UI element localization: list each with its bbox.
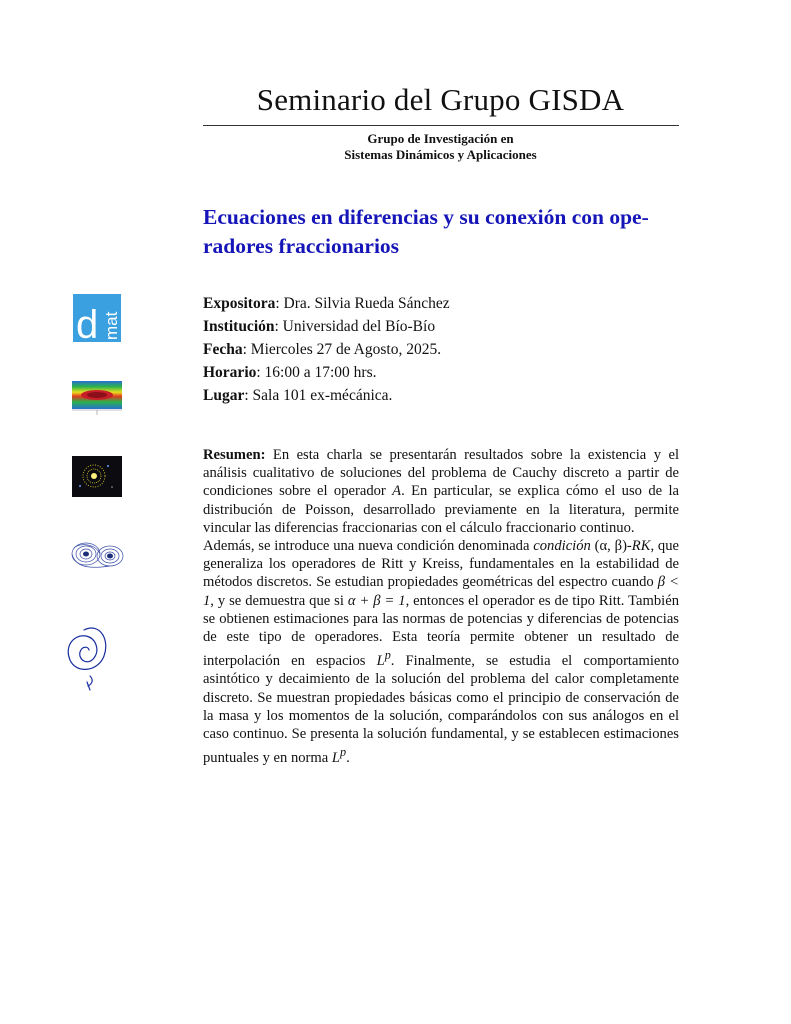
place-value: : Sala 101 ex-mécánica. <box>244 387 393 404</box>
abstract-label: Resumen: <box>203 447 266 463</box>
talk-title-line2: radores fraccionarios <box>203 234 400 258</box>
dmat-logo-icon <box>73 294 121 342</box>
heatmap-icon <box>68 379 126 417</box>
orbit-icon <box>72 456 122 497</box>
lp-space-2: L <box>331 749 341 766</box>
place-label: Lugar <box>203 387 245 404</box>
abstract-end: . <box>346 749 350 766</box>
lorenz-attractor-icon <box>66 534 130 580</box>
group-name-line2: Sistemas Dinámicos y Aplicaciones <box>344 147 537 162</box>
rk-term: RK <box>631 538 651 555</box>
place-row <box>203 387 683 405</box>
abstract-text-1-end: . En particular, se explica cómo el uso de la distribución de Poisson, desarrollado previamente en la literatura, permite vincular las diferencias fraccionarias con el cálculo fraccionario continuo. <box>203 483 679 536</box>
speaker-label: Expositora <box>203 295 276 312</box>
talk-title <box>203 203 723 261</box>
operator-symbol: A <box>392 483 402 500</box>
abstract-text-1: En esta charla se presentarán resultados sobre la existencia y el análisis cualitativo de soluciones del problema de Cauchy discreto a partir de condiciones sobre el operador <box>203 447 679 500</box>
abstract-text-3: . Finalmente, se estudia el comportamiento asintótico y decaimiento de la solución del problema del calor completamente discreto. Se muestran propiedades básicas como el principio de conservación de la masa y los momentos de la solución, comparándolos con sus análogos en el caso continuo. Se presenta la solución fundamental, y se establecen estimaciones puntuales y en norma <box>203 653 680 766</box>
abstract-text-2: Además, se introduce una nueva condición denominada <box>203 538 534 555</box>
dmat-logo-mat: mat <box>102 311 121 340</box>
seminar-title: Seminario del Grupo GISDA <box>256 82 625 117</box>
speaker-row <box>203 295 683 313</box>
abstract-text-2-mid: , que generaliza los operadores de Ritt y Kreiss, fundamentales en la estabilidad de métodos discretos. Se estudian propiedades geométricas del espectro cuando <box>203 538 679 591</box>
institution-row <box>203 318 683 336</box>
dmat-logo-d: d <box>76 303 99 342</box>
time-row <box>203 364 683 382</box>
time-value: : 16:00 a 17:00 hrs. <box>256 364 377 381</box>
abstract-paragraph-2 <box>203 537 679 767</box>
abstract-text-2-end: , entonces el operador es de tipo Ritt. También se obtienen estimaciones para las normas de potencias y diferencias de potencias de este tipo de operadores. Esta teoría permite obtener un resultado de interpolación en espacios <box>203 592 679 670</box>
abstract-text-2-mid2: , y se demuestra que si <box>210 592 348 609</box>
talk-title-line1: Ecuaciones en diferencias y su conexión con ope- <box>203 205 649 229</box>
lp-exponent-2: p <box>340 745 347 760</box>
spiral-sketch-icon <box>64 620 112 692</box>
condition-term: condición <box>533 538 591 555</box>
lp-exponent-1: p <box>384 648 391 663</box>
institution-label: Institución <box>203 318 275 335</box>
speaker-value: : Dra. Silvia Rueda Sánchez <box>275 295 450 312</box>
abstract-paragraph-1 <box>203 446 679 537</box>
title-rule <box>203 125 679 126</box>
date-label: Fecha <box>203 341 243 358</box>
date-row <box>203 341 683 359</box>
date-value: : Miercoles 27 de Agosto, 2025. <box>242 341 442 358</box>
alpha-beta: (α, β)- <box>590 538 632 555</box>
beta-inequality: β < 1 <box>203 574 680 609</box>
institution-value: : Universidad del Bío-Bío <box>274 318 436 335</box>
time-label: Horario <box>203 364 257 381</box>
lp-space-1: L <box>376 653 385 670</box>
alpha-beta-equation: α + β = 1 <box>347 592 406 609</box>
abstract <box>203 446 679 767</box>
group-name-line1: Grupo de Investigación en <box>367 131 514 146</box>
